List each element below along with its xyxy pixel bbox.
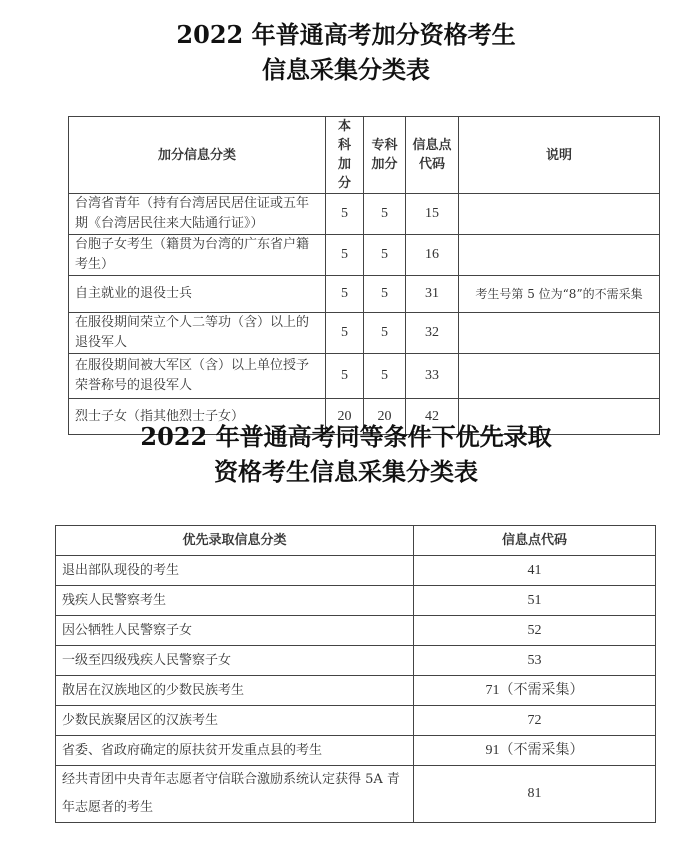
- cell-code: 33: [406, 354, 459, 399]
- cell-note: [459, 235, 660, 276]
- cell-category: 省委、省政府确定的原扶贫开发重点县的考生: [56, 736, 414, 766]
- cell-code: 52: [414, 616, 656, 646]
- cell-category: 自主就业的退役士兵: [69, 276, 326, 313]
- header-category: 加分信息分类: [69, 117, 326, 194]
- table-row: [56, 586, 656, 616]
- cell-college: 5: [364, 276, 406, 313]
- cell-undergrad: 5: [326, 354, 364, 399]
- table-row: [69, 276, 660, 313]
- header-code: 信息点代码: [414, 526, 656, 556]
- header-undergrad: 本科加分: [326, 117, 364, 194]
- title2-line2: 资格考生信息采集分类表: [214, 457, 478, 486]
- title2-line1: 2022 年普通高考同等条件下优先录取: [140, 422, 552, 451]
- cell-college: 5: [364, 354, 406, 399]
- cell-college: 5: [364, 313, 406, 354]
- table-row: [56, 736, 656, 766]
- table-row: [56, 676, 656, 706]
- table-row: [69, 313, 660, 354]
- header-category: 优先录取信息分类: [56, 526, 414, 556]
- cell-code: 32: [406, 313, 459, 354]
- table-row: [69, 235, 660, 276]
- cell-category: 少数民族聚居区的汉族考生: [56, 706, 414, 736]
- cell-code: 81: [414, 766, 656, 823]
- cell-undergrad: 5: [326, 235, 364, 276]
- cell-note: [459, 354, 660, 399]
- table-row: [56, 766, 656, 823]
- table-header-row: [56, 526, 656, 556]
- header-code: 信息点代码: [406, 117, 459, 194]
- cell-category: 烈士子女（指其他烈士子女）: [69, 399, 326, 435]
- title1-line2: 信息采集分类表: [262, 55, 430, 84]
- cell-undergrad: 5: [326, 313, 364, 354]
- table-row: [56, 646, 656, 676]
- table-row: [56, 706, 656, 736]
- cell-code: 72: [414, 706, 656, 736]
- cell-note: [459, 194, 660, 235]
- cell-undergrad: 5: [326, 276, 364, 313]
- table-row: [69, 194, 660, 235]
- cell-note: [459, 313, 660, 354]
- cell-undergrad: 20: [326, 399, 364, 435]
- cell-category: 台胞子女考生（籍贯为台湾的广东省户籍考生）: [69, 235, 326, 276]
- cell-code: 15: [406, 194, 459, 235]
- cell-note: 考生号第 5 位为“8”的不需采集: [459, 276, 660, 313]
- cell-code: 53: [414, 646, 656, 676]
- cell-undergrad: 5: [326, 194, 364, 235]
- cell-category: 残疾人民警察考生: [56, 586, 414, 616]
- header-note: 说明: [459, 117, 660, 194]
- cell-category: 一级至四级残疾人民警察子女: [56, 646, 414, 676]
- cell-category: 散居在汉族地区的少数民族考生: [56, 676, 414, 706]
- cell-category: 在服役期间被大军区（含）以上单位授予荣誉称号的退役军人: [69, 354, 326, 399]
- cell-code: 31: [406, 276, 459, 313]
- cell-code: 51: [414, 586, 656, 616]
- table-row: [69, 354, 660, 399]
- header-college: 专科加分: [364, 117, 406, 194]
- cell-code: 41: [414, 556, 656, 586]
- title1-line1: 2022 年普通高考加分资格考生: [176, 20, 516, 49]
- cell-category: 退出部队现役的考生: [56, 556, 414, 586]
- table-row: [56, 616, 656, 646]
- cell-code: 16: [406, 235, 459, 276]
- cell-college: 5: [364, 194, 406, 235]
- cell-code: 91（不需采集）: [414, 736, 656, 766]
- cell-code: 42: [406, 399, 459, 435]
- cell-category: 在服役期间荣立个人二等功（含）以上的退役军人: [69, 313, 326, 354]
- table-header-row: [69, 117, 660, 194]
- cell-category: 台湾省青年（持有台湾居民居住证或五年期《台湾居民往来大陆通行证》）: [69, 194, 326, 235]
- bonus-points-table: [68, 116, 660, 435]
- table-row: [56, 556, 656, 586]
- cell-college: 20: [364, 399, 406, 435]
- cell-category: 因公牺牲人民警察子女: [56, 616, 414, 646]
- cell-college: 5: [364, 235, 406, 276]
- cell-category: 经共青团中央青年志愿者守信联合激励系统认定获得 5A 青年志愿者的考生: [56, 766, 414, 823]
- priority-admission-table: [55, 525, 656, 823]
- cell-code: 71（不需采集）: [414, 676, 656, 706]
